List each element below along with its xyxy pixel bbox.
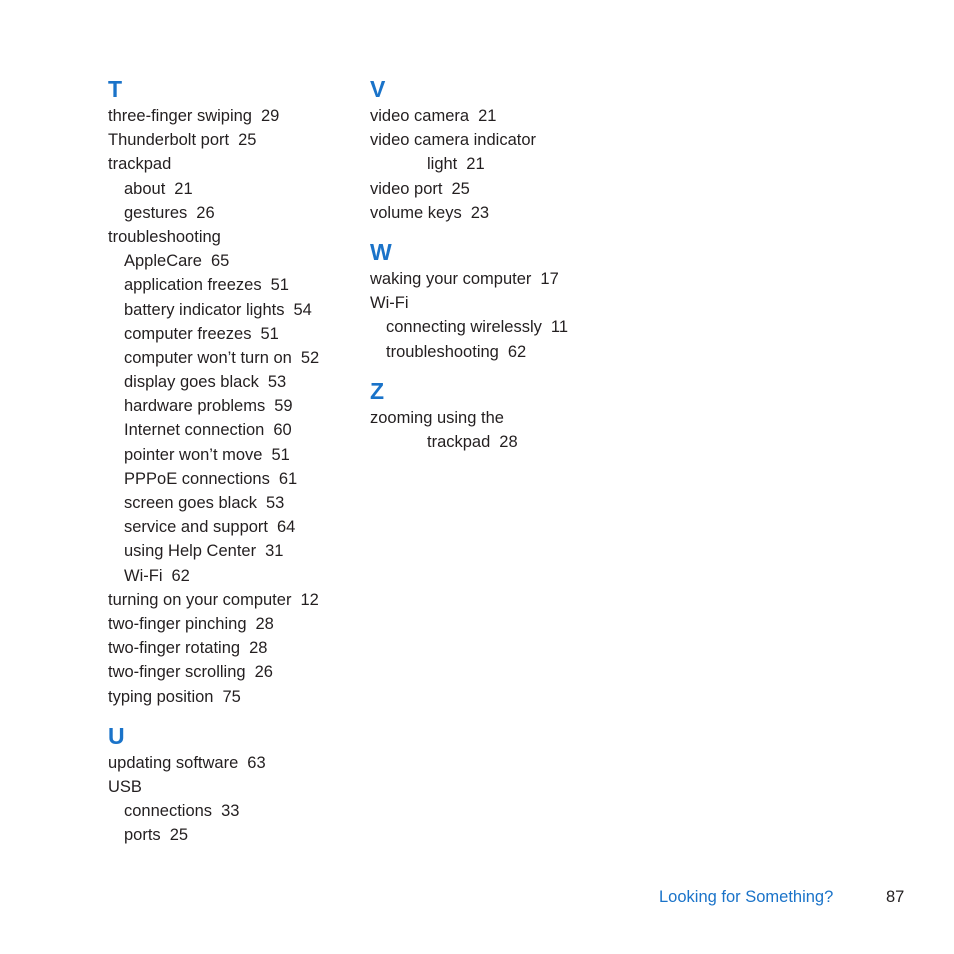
entry-term: screen goes black [124, 494, 257, 512]
entry-page-number: 11 [550, 318, 569, 337]
index-subentry [108, 394, 358, 418]
index-subentry [108, 298, 358, 322]
entry-term: two-finger pinching [108, 614, 247, 633]
entry-term: Wi-Fi [124, 566, 163, 585]
section-letter: U [108, 722, 125, 749]
index-subentry [108, 443, 358, 467]
index-entry [108, 636, 358, 660]
entry-page-number: 21 [174, 179, 193, 198]
index-subentry [108, 273, 358, 297]
entry-term: trackpad [108, 155, 172, 174]
index-subentry [108, 491, 358, 515]
entry-term: waking your computer [370, 269, 532, 288]
index-section [370, 376, 620, 454]
entry-term: computer won’t turn on [124, 348, 292, 367]
index-entry [108, 225, 358, 249]
index-entry [108, 775, 358, 799]
entry-page-number: 23 [470, 203, 490, 222]
entry-page-number: 28 [499, 432, 518, 451]
index-subentry [370, 430, 620, 454]
section-letter: V [370, 76, 386, 102]
footer-chapter-title: Looking for Something? [659, 888, 834, 906]
entry-term: battery indicator lights [124, 300, 285, 319]
entry-term: ports [124, 826, 161, 845]
entry-term: hardware problems [124, 397, 266, 416]
index-subentry [370, 340, 620, 364]
footer-page-number: 87 [886, 888, 905, 906]
entry-page-number: 63 [247, 753, 266, 772]
index-entry [370, 267, 620, 291]
entry-term: light [427, 155, 458, 174]
entry-term: USB [108, 777, 142, 796]
index-column-right [370, 74, 620, 454]
index-subentry [108, 799, 358, 823]
index-entry [108, 685, 358, 709]
index-section [370, 237, 620, 364]
entry-term: video port [370, 179, 443, 198]
index-entry [108, 660, 358, 684]
entry-page-number: 62 [507, 342, 527, 361]
entry-page-number: 25 [238, 131, 257, 150]
entry-page-number: 26 [196, 203, 215, 222]
entry-page-number: 17 [540, 269, 559, 288]
entry-page-number: 53 [266, 494, 285, 512]
index-entry [370, 201, 620, 225]
index-entry [108, 612, 358, 636]
entry-term: connections [124, 802, 213, 821]
index-subentry [108, 322, 358, 346]
entry-term: three-finger swiping [108, 107, 252, 125]
entry-term: pointer won’t move [124, 445, 263, 464]
index-subentry [108, 467, 358, 491]
index-subentry [108, 539, 358, 563]
index-entry [370, 104, 620, 128]
entry-term: Internet connection [124, 421, 265, 440]
index-subentry [108, 177, 358, 201]
index-subentry [108, 370, 358, 394]
entry-page-number: 29 [261, 107, 280, 125]
index-entry [108, 588, 358, 612]
entry-page-number: 21 [466, 155, 485, 174]
entry-term: service and support [124, 518, 268, 537]
entry-page-number: 26 [254, 663, 273, 682]
entry-page-number: 25 [451, 179, 470, 198]
entry-page-number: 61 [278, 469, 298, 488]
index-entry [108, 128, 358, 152]
entry-term: two-finger rotating [108, 639, 241, 658]
entry-term: updating software [108, 753, 239, 772]
index-entry [370, 406, 620, 430]
entry-page-number: 59 [274, 397, 293, 416]
index-subentry [370, 315, 620, 339]
entry-term: volume keys [370, 203, 462, 222]
entry-page-number: 25 [169, 826, 189, 845]
entry-page-number: 62 [171, 566, 190, 585]
entry-page-number: 54 [293, 300, 312, 319]
entry-term: video camera indicator [370, 131, 536, 150]
index-subentry [108, 564, 358, 588]
index-entry [370, 177, 620, 201]
entry-term: video camera [370, 107, 470, 125]
entry-page-number: 21 [478, 107, 497, 125]
entry-term: connecting wirelessly [386, 318, 542, 337]
entry-page-number: 12 [300, 590, 319, 609]
entry-term: troubleshooting [386, 342, 499, 361]
index-entry [108, 104, 358, 128]
entry-term: two-finger scrolling [108, 663, 246, 682]
index-subentry [108, 201, 358, 225]
entry-page-number: 33 [221, 802, 240, 821]
index-subentry [370, 152, 620, 176]
index-subentry [108, 418, 358, 442]
entry-page-number: 28 [255, 614, 274, 633]
entry-term: AppleCare [124, 252, 202, 271]
entry-term: gestures [124, 203, 188, 222]
index-entry [108, 751, 358, 775]
index-column-left [108, 74, 358, 847]
entry-term: PPPoE connections [124, 469, 270, 488]
entry-page-number: 51 [260, 324, 279, 343]
index-subentry [108, 515, 358, 539]
index-section [108, 74, 358, 709]
entry-term: turning on your computer [108, 590, 292, 609]
entry-term: trackpad [427, 432, 491, 451]
entry-page-number: 51 [271, 445, 290, 464]
index-subentry [108, 823, 358, 847]
entry-term: typing position [108, 687, 214, 706]
index-entry [370, 291, 620, 315]
index-entry [108, 152, 358, 176]
index-subentry [108, 346, 358, 370]
entry-term: Thunderbolt port [108, 131, 230, 150]
entry-term: computer freezes [124, 324, 252, 343]
entry-page-number: 31 [265, 542, 284, 561]
section-letter: T [108, 76, 123, 102]
index-entry [370, 128, 620, 152]
section-letter: Z [370, 377, 385, 404]
entry-term: zooming using the [370, 408, 504, 427]
entry-page-number: 65 [210, 252, 230, 271]
index-section [108, 721, 358, 848]
entry-page-number: 64 [277, 518, 296, 537]
entry-term: using Help Center [124, 542, 257, 561]
entry-term: display goes black [124, 373, 259, 392]
entry-page-number: 53 [267, 373, 287, 392]
entry-page-number: 52 [300, 348, 320, 367]
entry-term: application freezes [124, 276, 262, 295]
entry-page-number: 28 [249, 639, 268, 658]
entry-page-number: 51 [270, 276, 289, 295]
index-subentry [108, 249, 358, 273]
index-section [370, 74, 620, 225]
entry-page-number: 75 [222, 687, 241, 706]
entry-term: about [124, 179, 166, 198]
section-letter: W [370, 238, 392, 265]
entry-term: troubleshooting [108, 227, 221, 246]
entry-page-number: 60 [273, 421, 292, 440]
entry-term: Wi-Fi [370, 294, 409, 313]
